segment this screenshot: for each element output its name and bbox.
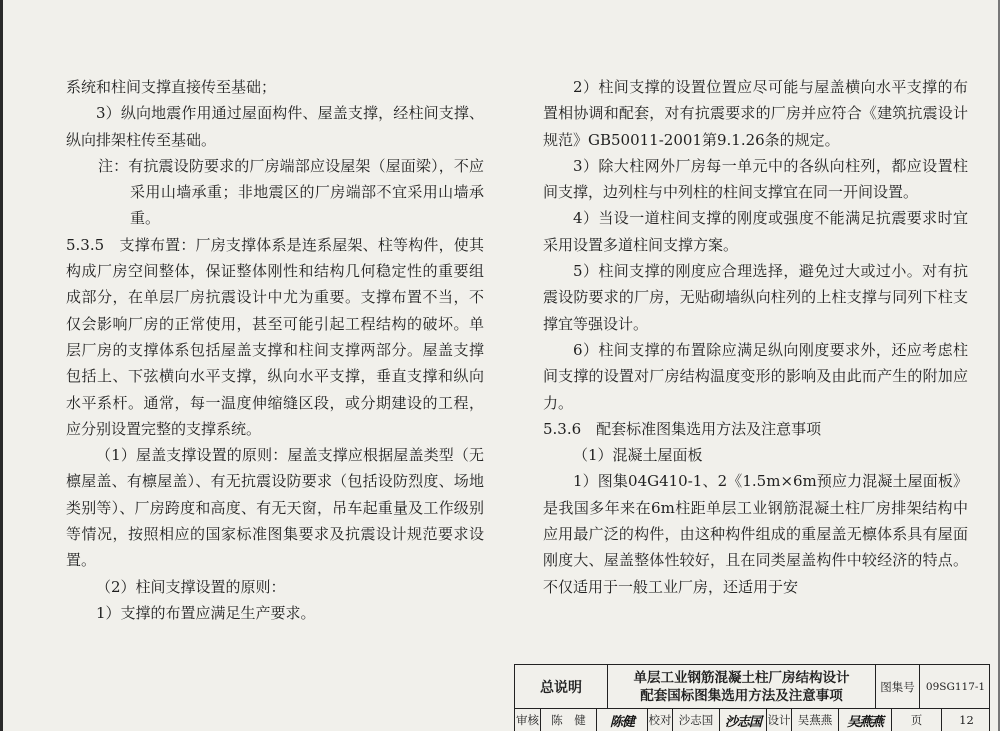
drawing-title-line1: 单层工业钢筋混凝土柱厂房结构设计 <box>633 669 850 686</box>
section-5-3-5: 5.3.5 支撑布置：厂房支撑体系是连系屋架、柱等构件，使其构成厂房空间整体，保证整体刚性和结构几何稳定性的重要组成部分，在单层厂房抗震设计中尤为重要。支撑布置不当，不仅会影响厂房的正常使用，甚至可能引起工程结构的破坏。单层厂房的支撑体系包括屋盖支撑和柱间支撑两部分。屋盖支撑包括上、下弦横向水平支撑，纵向水平支撑，垂直支撑和纵向水平系杆。通常，每一温度伸缩缝区段，或分期建设的工程，应分别设置完整的支撑系统。 <box>66 235 484 438</box>
design-label: 设计 <box>767 709 792 731</box>
drawing-title <box>608 665 876 708</box>
review-label: 审核 <box>515 709 541 731</box>
paragraph: 5）柱间支撑的刚度应合理选择，避免过大或过小。对有抗震设防要求的厂房，无贴砌墙纵向柱列的上柱支撑与同列下柱支撑宜等强设计。 <box>543 262 968 333</box>
atlas-label: 图集号 <box>876 665 920 708</box>
paragraph: 6）柱间支撑的布置除应满足纵向刚度要求外，还应考虑柱间支撑的设置对厂房结构温度变形的影响及由此而产生的附加应力。 <box>543 340 968 412</box>
checker-name: 沙志国 <box>673 709 720 731</box>
paragraph: （1）屋盖支撑设置的原则：屋盖支撑应根据屋盖类型（无檩屋盖、有檩屋盖）、有无抗震设防要求（包括设防烈度、场地类别等）、厂房跨度和高度、有无天窗，吊车起重量及工作级别等情况，按照相应的国家标准图集要求及抗震设计规范要求设置。 <box>66 446 484 570</box>
paragraph: 4）当设一道柱间支撑的刚度或强度不能满足抗震要求时宜采用设置多道柱间支撑方案。 <box>543 209 968 254</box>
paragraph: 3）除大柱网外厂房每一单元中的各纵向柱列，都应设置柱间支撑，边列柱与中列柱的柱间支撑宜在同一开间设置。 <box>543 156 968 202</box>
page-label: 页 <box>892 709 942 731</box>
page-left-edge <box>0 0 3 731</box>
checker-signature: 沙志国 <box>720 709 767 731</box>
note: 注：有抗震设防要求的厂房端部应设屋架（屋面梁），不应采用山墙承重；非地震区的厂房端部不宜采用山墙承重。 <box>98 156 484 228</box>
paragraph: 3）纵向地震作用通过屋面构件、屋盖支撑，经柱间支撑、纵向排架柱传至基础。 <box>66 104 484 149</box>
right-text-column <box>543 74 968 600</box>
section-5-3-6: 5.3.6 配套标准图集选用方法及注意事项 <box>543 419 822 438</box>
atlas-number: 09SG117-1 <box>925 680 986 693</box>
section-name: 总说明 <box>515 665 608 708</box>
reviewer-name: 陈 健 <box>541 709 597 731</box>
paragraph: （2）柱间支撑设置的原则： <box>96 577 286 596</box>
paragraph: 2）柱间支撑的设置位置应尽可能与屋盖横向水平支撑的布置相协调和配套，对有抗震要求的厂房并应符合《建筑抗震设计规范》GB50011-2001第9.1.26条的规定。 <box>543 78 968 149</box>
reviewer-signature: 陈健 <box>597 709 648 731</box>
paragraph: 系统和柱间支撑直接传至基础； <box>66 78 277 96</box>
drawing-title-block <box>514 664 990 731</box>
page-number: 12 <box>959 713 974 727</box>
left-text-column <box>66 74 484 626</box>
paragraph: 1）图集04G410-1、2《1.5m×6m预应力混凝土屋面板》是我国多年来在6m柱距单层工业钢筋混凝土柱厂房排架结构中应用最广泛的构件，由这种构件组成的重屋盖无檩体系具有屋面刚度大、屋盖整体性较好，且在同类屋盖构件中较经济的特点。不仅适用于一般工业厂房，还适用于安 <box>543 472 968 596</box>
title-block-header-row <box>515 665 989 709</box>
designer-name: 吴燕燕 <box>792 709 839 731</box>
paragraph: （1）混凝土屋面板 <box>573 446 703 465</box>
drawing-title-line2: 配套国标图集选用方法及注意事项 <box>640 687 843 704</box>
check-label: 校对 <box>648 709 673 731</box>
designer-signature: 吴燕燕 <box>839 709 892 731</box>
title-block-signature-row <box>515 709 989 731</box>
paragraph: 1）支撑的布置应满足生产要求。 <box>96 603 316 622</box>
